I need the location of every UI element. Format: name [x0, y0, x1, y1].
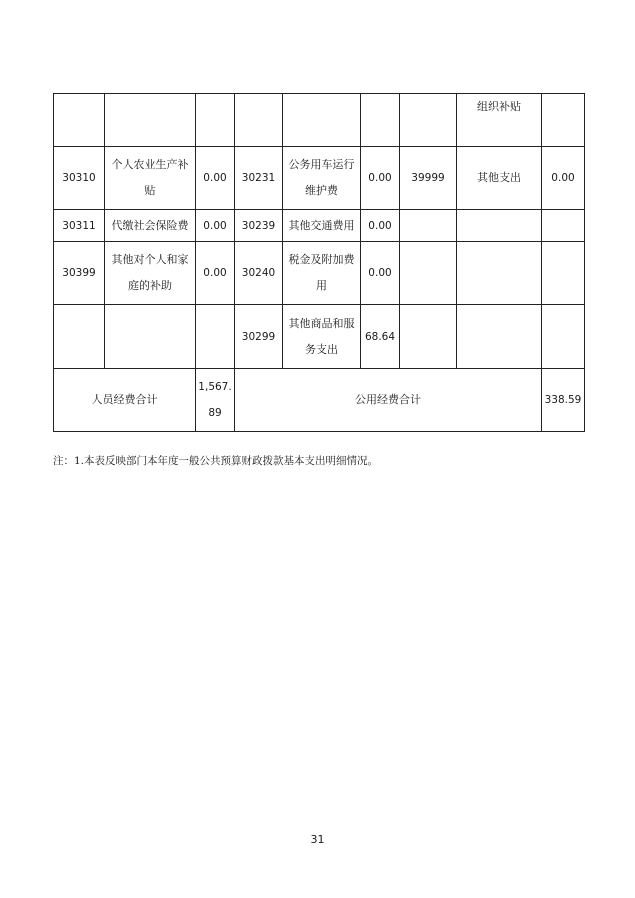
- personnel-total-label: 人员经费合计: [54, 369, 196, 432]
- table-cell: [400, 210, 457, 242]
- item-code-cell: 39999: [400, 147, 457, 210]
- expenditure-detail-table: [53, 93, 585, 432]
- item-code-cell: 30310: [54, 147, 105, 210]
- table-cell: [105, 94, 196, 147]
- item-code-cell: 30299: [235, 305, 283, 369]
- table-cell: [54, 305, 105, 369]
- amount-cell: 0.00: [361, 242, 400, 305]
- table-cell: [457, 242, 542, 305]
- amount-cell: 68.64: [361, 305, 400, 369]
- item-name-cell: 税金及附加费用: [283, 242, 361, 305]
- amount-cell: 0.00: [361, 147, 400, 210]
- table-cell: [542, 94, 585, 147]
- table-cell: [457, 210, 542, 242]
- table-cell: [283, 94, 361, 147]
- personnel-total-value: 1,567.89: [196, 369, 235, 432]
- item-name-cell: 其他商品和服务支出: [283, 305, 361, 369]
- page-number: 31: [310, 833, 325, 846]
- amount-cell: 0.00: [196, 242, 235, 305]
- amount-cell: 0.00: [542, 147, 585, 210]
- item-code-cell: 30239: [235, 210, 283, 242]
- table-row: [54, 147, 585, 210]
- table-row: [54, 210, 585, 242]
- item-name-cell: 其他对个人和家庭的补助: [105, 242, 196, 305]
- item-name-cell: 代缴社会保险费: [105, 210, 196, 242]
- item-code-cell: 30399: [54, 242, 105, 305]
- table-cell: [196, 94, 235, 147]
- table-cell: [457, 305, 542, 369]
- totals-row: [54, 369, 585, 432]
- table-cell: [542, 210, 585, 242]
- table-row: [54, 94, 585, 147]
- table-row: [54, 305, 585, 369]
- item-name-cell: 公务用车运行维护费: [283, 147, 361, 210]
- table-cell: [235, 94, 283, 147]
- table-cell: [54, 94, 105, 147]
- item-code-cell: 30231: [235, 147, 283, 210]
- table-footnote: 注：1.本表反映部门本年度一般公共预算财政拨款基本支出明细情况。: [53, 455, 379, 467]
- public-total-value: 338.59: [542, 369, 585, 432]
- item-name-cell: 其他交通费用: [283, 210, 361, 242]
- table-row: [54, 242, 585, 305]
- amount-cell: 0.00: [361, 210, 400, 242]
- item-name-cell: 其他支出: [457, 147, 542, 210]
- item-name-cell: 个人农业生产补贴: [105, 147, 196, 210]
- table-cell: [361, 94, 400, 147]
- table-cell: [542, 305, 585, 369]
- table-cell: [400, 242, 457, 305]
- amount-cell: 0.00: [196, 210, 235, 242]
- table-cell: [542, 242, 585, 305]
- table-cell: [105, 305, 196, 369]
- item-code-cell: 30240: [235, 242, 283, 305]
- item-name-cell: 组织补贴: [457, 94, 542, 147]
- amount-cell: 0.00: [196, 147, 235, 210]
- table-cell: [400, 305, 457, 369]
- table-cell: [196, 305, 235, 369]
- item-code-cell: 30311: [54, 210, 105, 242]
- public-total-label: 公用经费合计: [235, 369, 542, 432]
- table-cell: [400, 94, 457, 147]
